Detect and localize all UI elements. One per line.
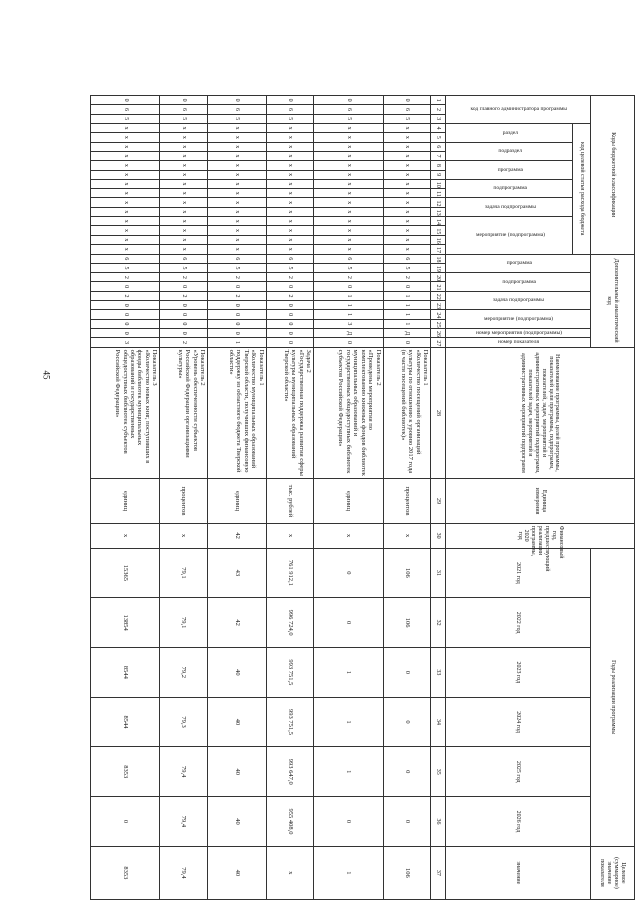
code-cell: 0: [266, 319, 314, 328]
code-cell: 0: [266, 96, 314, 105]
row-year-value: 0: [314, 548, 383, 598]
code-cell: 2: [91, 291, 160, 300]
code-cell: 5: [208, 114, 267, 123]
code-cell: х: [383, 226, 431, 235]
code-cell: х: [383, 170, 431, 179]
code-cell: х: [266, 217, 314, 226]
column-number: 33: [431, 647, 445, 697]
header-extra-meropriyatie: мероприятие (подпрограмма): [445, 310, 590, 329]
table-row: [91, 96, 160, 900]
row-name: Показатель 1 «Количество муниципальных образований Тверской области, получивших финансовую поддержку из областного бюджета Тверской области»: [208, 347, 267, 479]
row-base-year: 42: [208, 523, 267, 548]
row-year-value: 1: [314, 647, 383, 697]
row-year-value: 0: [383, 747, 431, 797]
row-unit: единиц: [314, 479, 383, 524]
row-year-value: 1: [314, 697, 383, 747]
code-cell: 0: [160, 301, 208, 310]
code-cell: 5: [160, 114, 208, 123]
code-cell: 1: [383, 319, 431, 328]
column-number: 25: [431, 319, 445, 328]
row-year-value: 79,1: [160, 548, 208, 598]
row-unit: единиц: [91, 479, 160, 524]
code-cell: 2: [208, 291, 267, 300]
rotated-table-container: [90, 95, 635, 900]
code-cell: 5: [208, 263, 267, 272]
code-cell: х: [266, 151, 314, 160]
code-cell: 0: [91, 319, 160, 328]
code-cell: х: [208, 142, 267, 151]
row-base-year: х: [266, 523, 314, 548]
header-codes-group: Коды бюджетной классификации: [590, 96, 634, 255]
row-year-value: 106: [383, 548, 431, 598]
column-number: 35: [431, 747, 445, 797]
code-cell: 2: [208, 273, 267, 282]
header-row-1: [590, 96, 634, 900]
code-cell: х: [208, 179, 267, 188]
code-cell: х: [383, 245, 431, 255]
header-razdel: раздел: [445, 123, 573, 142]
code-cell: х: [160, 133, 208, 142]
code-cell: х: [266, 226, 314, 235]
column-number: 6: [431, 142, 445, 151]
code-cell: 1: [208, 338, 267, 347]
row-final-value: 40: [208, 846, 267, 899]
code-cell: 2: [160, 338, 208, 347]
row-unit: процентов: [383, 479, 431, 524]
code-cell: 0: [160, 96, 208, 105]
column-number: 11: [431, 189, 445, 198]
code-cell: 0: [208, 282, 267, 291]
code-cell: х: [314, 161, 383, 170]
code-cell: 6: [91, 105, 160, 114]
code-cell: х: [208, 235, 267, 244]
code-cell: 0: [383, 282, 431, 291]
code-cell: х: [208, 226, 267, 235]
row-year-value: 993 751,5: [266, 697, 314, 747]
code-cell: х: [91, 226, 160, 235]
code-cell: х: [314, 245, 383, 255]
table-row: [208, 96, 267, 900]
column-number: 29: [431, 479, 445, 524]
program-indicators-table: [90, 95, 635, 900]
code-cell: 5: [314, 114, 383, 123]
row-base-year: х: [160, 523, 208, 548]
code-cell: х: [208, 170, 267, 179]
code-cell: х: [383, 189, 431, 198]
column-number: 5: [431, 133, 445, 142]
column-number: 27: [431, 338, 445, 347]
column-number: 36: [431, 797, 445, 847]
code-cell: х: [208, 123, 267, 132]
row-year-value: 15365: [91, 548, 160, 598]
code-cell: х: [91, 217, 160, 226]
row-year-value: 993 751,5: [266, 647, 314, 697]
row-year-value: 8544: [91, 647, 160, 697]
code-cell: х: [314, 226, 383, 235]
row-final-value: 1: [314, 846, 383, 899]
row-year-value: 43: [208, 548, 267, 598]
code-cell: 2: [266, 273, 314, 282]
code-cell: 2: [160, 291, 208, 300]
row-final-value: 79,4: [160, 846, 208, 899]
code-cell: 1: [314, 310, 383, 319]
code-cell: х: [208, 207, 267, 216]
code-cell: 6: [383, 254, 431, 263]
column-number: 20: [431, 273, 445, 282]
code-cell: 5: [91, 114, 160, 123]
code-cell: 0: [208, 310, 267, 319]
code-cell: 2: [314, 273, 383, 282]
code-cell: 0: [91, 282, 160, 291]
row-year-value: 0: [314, 598, 383, 648]
code-cell: 6: [160, 254, 208, 263]
code-cell: х: [91, 245, 160, 255]
code-cell: 2: [91, 273, 160, 282]
column-number: 37: [431, 846, 445, 899]
header-podrazdel: подраздел: [445, 142, 573, 161]
code-cell: х: [383, 217, 431, 226]
header-name: Наименование программы, целей программы, показателей цели программы, подпрограмм, показателей, задач, мероприятий и административных мероприятий подпрограмм, показателей задач, мероприятий и административных мероприятий подпрограмм: [445, 347, 634, 479]
code-cell: 1: [383, 301, 431, 310]
code-cell: х: [314, 151, 383, 160]
code-cell: х: [266, 142, 314, 151]
code-cell: 0: [91, 301, 160, 310]
code-cell: х: [91, 189, 160, 198]
code-cell: 0: [208, 329, 267, 338]
code-cell: х: [160, 170, 208, 179]
code-cell: х: [314, 198, 383, 207]
row-name: Показатель 3 «Количество новых книг, поступивших в фонды библиотек муниципальных образований и государственных общедоступных библиотек субъектов Российской Федерации»: [91, 347, 160, 479]
code-cell: х: [91, 179, 160, 188]
code-cell: х: [266, 179, 314, 188]
code-cell: х: [383, 161, 431, 170]
code-cell: х: [314, 179, 383, 188]
code-cell: х: [91, 151, 160, 160]
table-row: [314, 96, 383, 900]
code-cell: х: [160, 245, 208, 255]
row-year-value: 0: [383, 647, 431, 697]
code-cell: Д: [383, 329, 431, 338]
code-cell: х: [160, 207, 208, 216]
code-cell: 6: [383, 105, 431, 114]
code-cell: х: [208, 198, 267, 207]
code-cell: х: [160, 235, 208, 244]
code-cell: 6: [160, 105, 208, 114]
header-programma: программа: [445, 161, 573, 180]
row-base-year: х: [383, 523, 431, 548]
code-cell: х: [383, 207, 431, 216]
code-cell: 1: [314, 301, 383, 310]
column-number: 9: [431, 170, 445, 179]
code-cell: х: [208, 133, 267, 142]
row-year-value: 79,2: [160, 647, 208, 697]
code-cell: х: [266, 198, 314, 207]
header-unit: Единица измерения: [445, 479, 634, 524]
code-cell: 3: [314, 319, 383, 328]
code-cell: х: [314, 142, 383, 151]
code-cell: х: [314, 123, 383, 132]
code-cell: 2: [383, 273, 431, 282]
code-cell: х: [314, 235, 383, 244]
row-year-value: 996 724,0: [266, 598, 314, 648]
code-cell: 6: [91, 254, 160, 263]
row-year-value: 106: [383, 598, 431, 648]
code-cell: 5: [383, 114, 431, 123]
code-cell: х: [383, 142, 431, 151]
header-year-2022: 2022 год: [445, 598, 590, 648]
column-number: 31: [431, 548, 445, 598]
code-cell: 6: [314, 254, 383, 263]
row-year-value: 40: [208, 747, 267, 797]
header-podprogramma: подпрограмма: [445, 179, 573, 198]
code-cell: 0: [91, 329, 160, 338]
table-row: [266, 96, 314, 900]
code-cell: х: [91, 198, 160, 207]
code-cell: х: [383, 133, 431, 142]
column-number: 13: [431, 207, 445, 216]
code-cell: х: [91, 207, 160, 216]
row-name: Показатель 2 «Проведены мероприятия по комплектованию книжных фондов библиотек муниципальных образований и государственных общедоступных библиотек субъектов Российской Федерации»: [314, 347, 383, 479]
row-final-value: 106: [383, 846, 431, 899]
table-row: [383, 96, 431, 900]
code-cell: х: [91, 133, 160, 142]
code-cell: х: [314, 133, 383, 142]
code-cell: 0: [208, 301, 267, 310]
header-year-2024: 2024 год: [445, 697, 590, 747]
row-name: Показатель 1 «Количество посещений организаций культуры по отношению к уровню 2017 года (в части посещений библиотек)»: [383, 347, 431, 479]
row-year-value: 79,4: [160, 747, 208, 797]
code-cell: х: [91, 235, 160, 244]
code-cell: х: [160, 189, 208, 198]
code-cell: х: [383, 235, 431, 244]
header-final-value: значение: [445, 846, 590, 899]
row-year-value: 79,4: [160, 797, 208, 847]
code-cell: 0: [266, 282, 314, 291]
row-year-value: 40: [208, 697, 267, 747]
code-cell: х: [266, 123, 314, 132]
code-cell: х: [383, 123, 431, 132]
code-cell: х: [91, 142, 160, 151]
column-number: 32: [431, 598, 445, 648]
row-year-value: 0: [383, 797, 431, 847]
column-number: 17: [431, 245, 445, 255]
column-number: 28: [431, 347, 445, 479]
column-number: 3: [431, 114, 445, 123]
table-row: [160, 96, 208, 900]
header-finance-year: Финансовый год, предшествующий реализации программы, 2020 год: [445, 523, 634, 548]
row-year-value: 8544: [91, 697, 160, 747]
row-unit: единиц: [208, 479, 267, 524]
row-year-value: 42: [208, 598, 267, 648]
code-cell: х: [160, 123, 208, 132]
row-year-value: 993 647,0: [266, 747, 314, 797]
column-number-row: [431, 96, 445, 900]
row-name: Задача 2 «Государственная поддержка развития сферы культуры муниципальных образований Тверской области»: [266, 347, 314, 479]
code-cell: 5: [383, 263, 431, 272]
column-number: 30: [431, 523, 445, 548]
code-cell: х: [91, 123, 160, 132]
code-cell: 5: [266, 263, 314, 272]
code-cell: 0: [160, 319, 208, 328]
code-cell: х: [266, 189, 314, 198]
header-extra-num: номер показателя: [445, 338, 590, 347]
column-number: 15: [431, 226, 445, 235]
code-cell: 0: [383, 338, 431, 347]
header-year-2023: 2023 год: [445, 647, 590, 697]
code-cell: х: [160, 217, 208, 226]
row-final-value: х: [266, 846, 314, 899]
header-target-code: код целевой статьи расхода бюджета: [573, 123, 590, 254]
header-meropriyatie: мероприятие (подпрограмма): [445, 217, 573, 254]
column-number: 18: [431, 254, 445, 263]
column-number: 23: [431, 301, 445, 310]
code-cell: х: [314, 207, 383, 216]
code-cell: 0: [160, 282, 208, 291]
code-cell: х: [208, 189, 267, 198]
page-number: 45: [41, 370, 52, 380]
column-number: 16: [431, 235, 445, 244]
code-cell: 0: [208, 96, 267, 105]
code-cell: х: [91, 161, 160, 170]
code-cell: 0: [91, 310, 160, 319]
row-year-value: 40: [208, 647, 267, 697]
column-number: 24: [431, 310, 445, 319]
code-cell: х: [160, 151, 208, 160]
row-year-value: 79,3: [160, 697, 208, 747]
column-number: 19: [431, 263, 445, 272]
code-cell: 1: [314, 291, 383, 300]
header-extra-programma: программа: [445, 254, 590, 273]
header-year-2026: 2026 год: [445, 797, 590, 847]
row-year-value: 1: [314, 747, 383, 797]
row-year-value: 0: [91, 797, 160, 847]
code-cell: 5: [266, 114, 314, 123]
header-admin-code: код главного администратора программы: [445, 96, 590, 124]
column-number: 22: [431, 291, 445, 300]
column-number: 2: [431, 105, 445, 114]
row-year-value: 955 408,0: [266, 797, 314, 847]
code-cell: 0: [208, 319, 267, 328]
row-year-value: 79,1: [160, 598, 208, 648]
code-cell: х: [266, 207, 314, 216]
code-cell: 6: [208, 254, 267, 263]
code-cell: х: [266, 245, 314, 255]
row-year-value: 13854: [91, 598, 160, 648]
code-cell: х: [160, 226, 208, 235]
code-cell: 0: [266, 310, 314, 319]
code-cell: 6: [266, 105, 314, 114]
header-final: Целевое (суммарное) значение показателя: [590, 846, 634, 899]
code-cell: х: [208, 245, 267, 255]
code-cell: х: [208, 151, 267, 160]
code-cell: х: [208, 217, 267, 226]
code-cell: х: [91, 170, 160, 179]
column-number: 10: [431, 179, 445, 188]
code-cell: х: [314, 189, 383, 198]
code-cell: х: [266, 133, 314, 142]
code-cell: х: [383, 198, 431, 207]
row-unit: процентов: [160, 479, 208, 524]
code-cell: х: [160, 142, 208, 151]
column-number: 1: [431, 96, 445, 105]
column-number: 14: [431, 217, 445, 226]
code-cell: 0: [91, 96, 160, 105]
row-name: Показатель 2 «Уровень обеспеченности субъектов Российской Федерации организациями культуры»: [160, 347, 208, 479]
code-cell: 6: [314, 105, 383, 114]
code-cell: 0: [383, 96, 431, 105]
code-cell: 0: [266, 301, 314, 310]
code-cell: 5: [91, 263, 160, 272]
column-number: 4: [431, 123, 445, 132]
row-base-year: х: [314, 523, 383, 548]
code-cell: 2: [266, 291, 314, 300]
column-number: 12: [431, 198, 445, 207]
code-cell: х: [383, 179, 431, 188]
code-cell: 6: [208, 105, 267, 114]
row-base-year: х: [91, 523, 160, 548]
header-extra-zadacha: задача подпрограммы: [445, 291, 590, 310]
code-cell: 3: [91, 338, 160, 347]
row-unit: тыс. рублей: [266, 479, 314, 524]
code-cell: 0: [266, 338, 314, 347]
row-year-value: 8353: [91, 747, 160, 797]
column-number: 21: [431, 282, 445, 291]
code-cell: 1: [383, 291, 431, 300]
code-cell: 5: [314, 263, 383, 272]
code-cell: х: [314, 170, 383, 179]
code-cell: Д: [314, 329, 383, 338]
header-year-2025: 2025 год: [445, 747, 590, 797]
header-years-group: Годы реализации программы: [590, 548, 634, 846]
row-final-value: 8353: [91, 846, 160, 899]
header-extra-podprogramma: подпрограмма: [445, 273, 590, 292]
code-cell: 0: [314, 338, 383, 347]
row-year-value: 761 912,1: [266, 548, 314, 598]
code-cell: х: [266, 235, 314, 244]
header-extra-code-group: Дополнительный аналитический код: [590, 254, 634, 347]
header-year-2021: 2021 год: [445, 548, 590, 598]
code-cell: х: [160, 198, 208, 207]
header-zadacha-podprogrammy: задача подпрограммы: [445, 198, 573, 217]
row-year-value: 0: [383, 697, 431, 747]
code-cell: х: [383, 151, 431, 160]
code-cell: х: [314, 217, 383, 226]
code-cell: 6: [266, 254, 314, 263]
code-cell: х: [160, 179, 208, 188]
code-cell: х: [160, 161, 208, 170]
code-cell: х: [208, 161, 267, 170]
code-cell: 0: [314, 96, 383, 105]
row-year-value: 40: [208, 797, 267, 847]
column-number: 34: [431, 697, 445, 747]
code-cell: 5: [160, 263, 208, 272]
code-cell: 0: [266, 329, 314, 338]
column-number: 8: [431, 161, 445, 170]
code-cell: 2: [160, 273, 208, 282]
header-extra-kind: номер мероприятия (подпрограммы): [445, 329, 590, 338]
code-cell: 1: [383, 310, 431, 319]
code-cell: х: [266, 161, 314, 170]
code-cell: х: [266, 170, 314, 179]
code-cell: 0: [160, 310, 208, 319]
column-number: 26: [431, 329, 445, 338]
column-number: 7: [431, 151, 445, 160]
code-cell: 0: [314, 282, 383, 291]
row-year-value: 0: [314, 797, 383, 847]
code-cell: 0: [160, 329, 208, 338]
